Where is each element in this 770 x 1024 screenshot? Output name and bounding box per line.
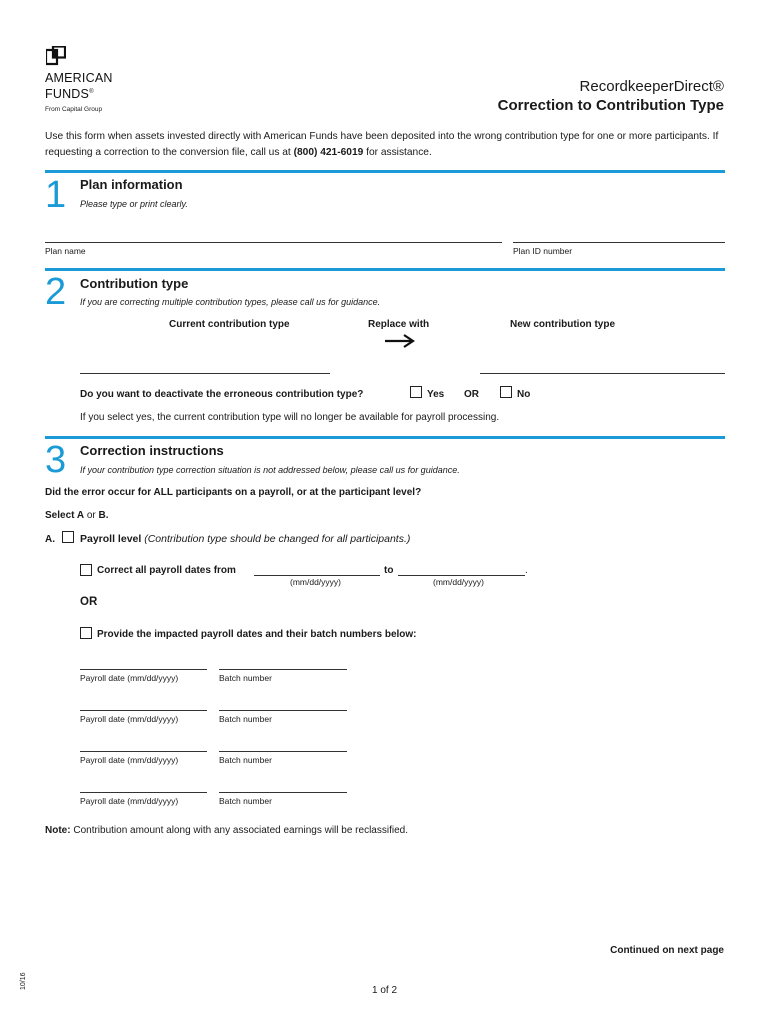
from-date-hint: (mm/dd/yyyy) bbox=[290, 577, 341, 587]
or-separator: OR bbox=[80, 596, 98, 608]
page-number: 1 of 2 bbox=[372, 985, 398, 996]
payroll-date-field-2[interactable] bbox=[80, 710, 207, 711]
batch-number-label-2: Batch number bbox=[219, 714, 272, 724]
option-a-letter: A. bbox=[45, 534, 55, 545]
payroll-date-label-4: Payroll date (mm/dd/yyyy) bbox=[80, 796, 179, 806]
batch-number-field-2[interactable] bbox=[219, 710, 347, 711]
section-2-title: Contribution type bbox=[80, 276, 189, 291]
batch-number-label-4: Batch number bbox=[219, 796, 272, 806]
section-1-rule bbox=[45, 170, 725, 173]
correct-all-checkbox[interactable] bbox=[80, 564, 92, 576]
logo-text-funds: FUNDS® bbox=[45, 87, 94, 102]
product-name: RecordkeeperDirect® bbox=[579, 78, 724, 95]
section-3-number: 3 bbox=[45, 439, 67, 481]
section-1-title: Plan information bbox=[80, 177, 183, 192]
replace-with-header: Replace with bbox=[368, 319, 430, 330]
section-2-rule bbox=[45, 268, 725, 271]
no-label: No bbox=[517, 389, 531, 400]
to-date-hint: (mm/dd/yyyy) bbox=[433, 577, 484, 587]
batch-number-label-3: Batch number bbox=[219, 755, 272, 765]
provide-dates-checkbox[interactable] bbox=[80, 627, 92, 639]
option-a-label: Payroll level (Contribution type should be changed for all participants.) bbox=[80, 533, 411, 545]
current-type-header: Current contribution type bbox=[169, 319, 290, 330]
payroll-date-label-1: Payroll date (mm/dd/yyyy) bbox=[80, 673, 179, 683]
error-scope-question: Did the error occur for ALL participants on a payroll, or at the participant level? bbox=[45, 487, 422, 498]
to-date-field[interactable] bbox=[398, 575, 525, 576]
batch-number-field-3[interactable] bbox=[219, 751, 347, 752]
deactivate-note: If you select yes, the current contribution type will no longer be available for payroll processing. bbox=[80, 412, 500, 423]
to-label: to bbox=[384, 565, 394, 576]
payroll-date-label-3: Payroll date (mm/dd/yyyy) bbox=[80, 755, 179, 765]
phone-number: (800) 421-6019 bbox=[293, 147, 364, 158]
revision-code: 10/16 bbox=[20, 972, 27, 990]
yes-label: Yes bbox=[427, 389, 445, 400]
section-1-number: 1 bbox=[45, 174, 67, 216]
payroll-date-field-4[interactable] bbox=[80, 792, 207, 793]
batch-number-label-1: Batch number bbox=[219, 673, 272, 683]
section-3-title: Correction instructions bbox=[80, 443, 224, 458]
from-date-field[interactable] bbox=[254, 575, 380, 576]
arrow-right-icon bbox=[384, 333, 416, 349]
section-2-subtitle: If you are correcting multiple contribution types, please call us for guidance. bbox=[80, 297, 381, 307]
payroll-date-field-3[interactable] bbox=[80, 751, 207, 752]
american-funds-logo-icon bbox=[46, 46, 66, 66]
reclassification-note: Note: Contribution amount along with any associated earnings will be reclassified. bbox=[45, 825, 408, 836]
continued-next-page: Continued on next page bbox=[610, 945, 724, 956]
batch-number-field-4[interactable] bbox=[219, 792, 347, 793]
section-2-number: 2 bbox=[45, 271, 67, 313]
plan-name-field[interactable] bbox=[45, 242, 502, 243]
section-1-subtitle: Please type or print clearly. bbox=[80, 199, 188, 209]
plan-id-label: Plan ID number bbox=[513, 246, 573, 256]
intro-paragraph: Use this form when assets invested directly with American Funds have been deposited into the wrong contribution type for one or more participants. If requesting a correction to the conversion file, call us at (800) 421-6019 for assistance. bbox=[45, 131, 719, 158]
deactivate-question: Do you want to deactivate the erroneous contribution type? bbox=[80, 389, 364, 400]
new-type-header: New contribution type bbox=[510, 319, 615, 330]
correct-all-label: Correct all payroll dates from bbox=[97, 565, 236, 576]
yes-checkbox[interactable] bbox=[410, 386, 422, 398]
plan-name-label: Plan name bbox=[45, 246, 86, 256]
select-instruction: Select A or B. bbox=[45, 510, 109, 521]
period: . bbox=[525, 565, 528, 576]
batch-number-field-1[interactable] bbox=[219, 669, 347, 670]
payroll-date-field-1[interactable] bbox=[80, 669, 207, 670]
form-title: Correction to Contribution Type bbox=[497, 97, 724, 114]
payroll-date-label-2: Payroll date (mm/dd/yyyy) bbox=[80, 714, 179, 724]
provide-dates-label: Provide the impacted payroll dates and their batch numbers below: bbox=[97, 629, 417, 640]
section-3-rule bbox=[45, 436, 725, 439]
option-a-checkbox[interactable] bbox=[62, 531, 74, 543]
current-type-field[interactable] bbox=[80, 373, 330, 374]
logo-subtitle: From Capital Group bbox=[45, 106, 103, 113]
new-type-field[interactable] bbox=[480, 373, 725, 374]
or-label: OR bbox=[464, 389, 479, 400]
section-3-subtitle: If your contribution type correction situation is not addressed below, please call us for guidance. bbox=[80, 465, 460, 475]
no-checkbox[interactable] bbox=[500, 386, 512, 398]
logo-text-american: AMERICAN bbox=[45, 71, 113, 85]
plan-id-field[interactable] bbox=[513, 242, 725, 243]
